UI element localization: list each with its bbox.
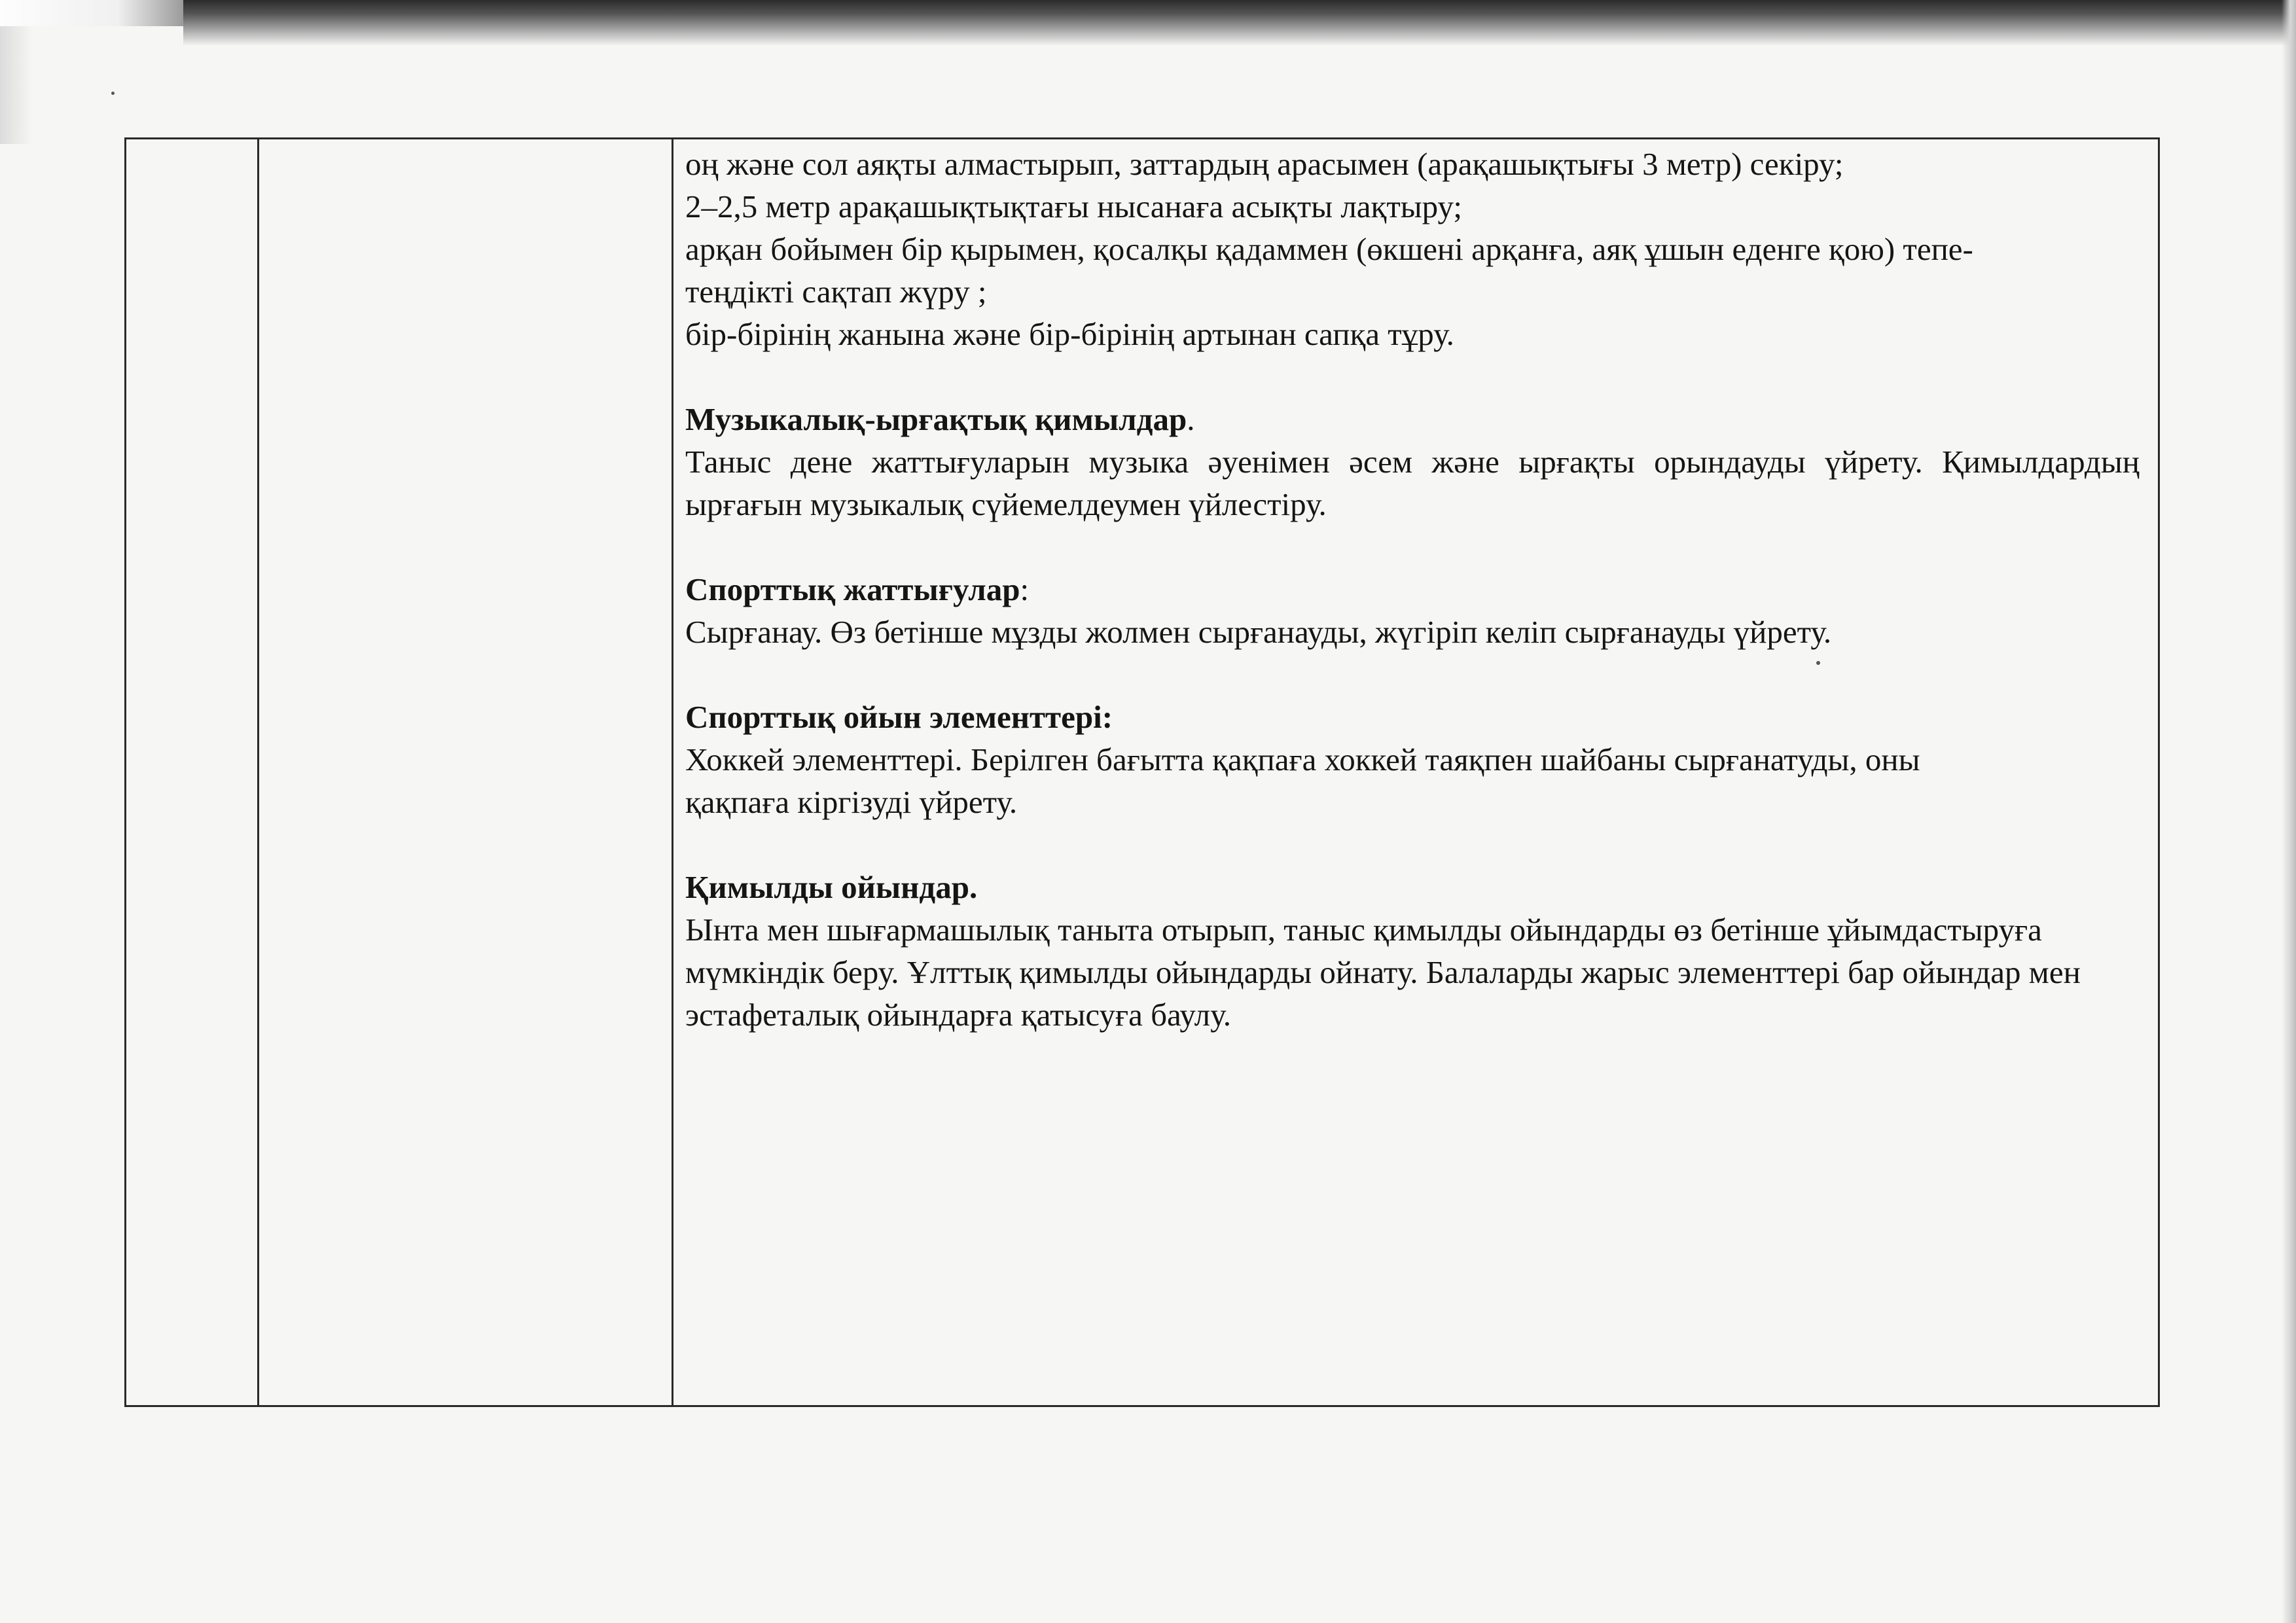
section-heading-suffix: : [1020,571,1030,607]
paragraph-gap [685,355,2140,398]
section-heading-text: Музыкалық-ырғақтық қимылдар [685,401,1187,437]
scan-shadow-top [183,0,2296,46]
paragraph-gap [685,653,2140,696]
section-heading-text: Спорттық ойын элементтері: [685,699,1113,735]
section-heading-text: Спорттық жаттығулар [685,571,1020,607]
section-body-sport-exercises: Сырғанау. Өз бетінше мұзды жолмен сырғанауды, жүгіріп келіп сырғанауды үйрету. [685,614,1832,650]
scan-edge-right [2282,0,2296,1623]
section-heading-music [685,398,2140,440]
table-content-cell [685,143,2140,1036]
scan-shadow-corner [0,0,196,26]
scan-speck [1816,661,1820,665]
paragraph-gap [685,526,2140,568]
section-body-music: Таныс дене жаттығуларын музыка әуенімен әсем және ырғақты орындауды үйрету. Қимылдардың ырғағын музыкалық сүйемелдеумен үйлестіру. [685,444,2140,522]
table-column-divider-2 [672,139,673,1405]
table-column-divider-1 [257,139,259,1405]
content-line: бір-бірінің жанына және бір-бірінің артынан сапқа тұру. [685,316,1454,352]
paragraph-gap [685,823,2140,866]
section-heading-sport-exercises [685,568,2140,611]
section-heading-suffix: . [1187,401,1195,437]
content-line: 2–2,5 метр арақашықтықтағы нысанаға асықты лақтыру; [685,188,1462,224]
content-line: арқан бойымен бір қырымен, қосалқы қадаммен (өкшені арқанға, аяқ ұшын еденге қою) тепе-теңдікті сақтап жүру ; [685,231,1973,310]
content-line: оң және сол аяқты алмастырып, заттардың арасымен (арақашықтығы 3 метр) секіру; [685,146,1844,182]
section-body-active-games: Ынта мен шығармашылық таныта отырып, таныс қимылды ойындарды өз бетінше ұйымдастыруға мүмкіндік беру. Ұлттық қимылды ойындарды ойнату. Балаларды жарыс элементтері бар ойындар мен эстафеталық ойындарға қатысуға баулу. [685,912,2081,1033]
scan-speck [111,92,115,95]
section-heading-sport-games [685,696,2140,738]
scan-edge-left [0,26,33,144]
section-heading-active-games [685,866,2140,908]
section-body-sport-games: Хоккей элементтері. Берілген бағытта қақпаға хоккей таяқпен шайбаны сырғанатуды, оны қақпаға кіргізуді үйрету. [685,741,1920,820]
section-heading-text: Қимылды ойындар. [685,869,978,905]
